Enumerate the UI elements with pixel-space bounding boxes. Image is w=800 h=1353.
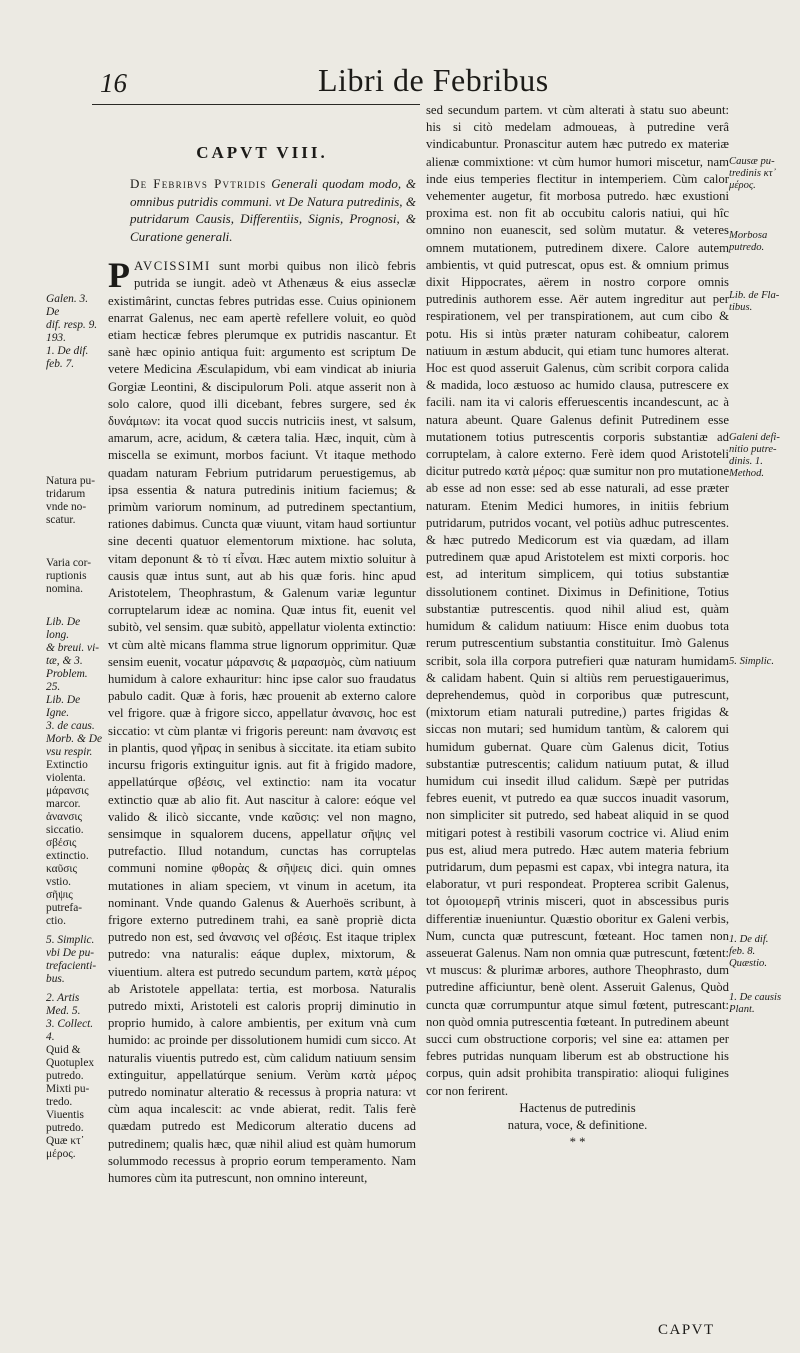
- left-text-column: [108, 140, 416, 1187]
- catchword: CAPVT: [658, 1322, 715, 1338]
- margin-note: Natura pu- tridarum vnde no- scatur.: [46, 475, 96, 526]
- page-header: [0, 58, 800, 108]
- margin-note: 5. Simplic.: [729, 656, 775, 667]
- margin-note: Extinctio violenta. μάρανσις marcor. ἀνανσις siccatio. σβέσις extinctio. καῦσις vstio. σῆψις putrefa- ctio.: [46, 759, 89, 927]
- margin-note: Galeni defi- nitio putre- dinis. 1. Method.: [729, 432, 780, 479]
- margin-note: Lib. De long. & breui. vi- tæ, & 3. Problem. 25. Lib. De Igne. 3. de caus. Morb. & De vsu respir.: [46, 616, 102, 758]
- margin-note: Morbosa putredo.: [729, 230, 768, 253]
- opening-words: AVCISSIMI: [134, 259, 211, 274]
- right-text-column: [426, 102, 729, 1151]
- header-rule: [92, 104, 420, 105]
- left-margin-notes: [46, 0, 104, 1161]
- chapter-heading: CAPVT VIII.: [196, 143, 328, 162]
- closing-line: Hactenus de putredinis: [519, 1100, 636, 1115]
- right-margin-notes: [729, 0, 797, 1016]
- ornament-stars: * *: [569, 1135, 586, 1150]
- paragraph-text: sunt morbi quibus non ilicò febris putrida se iungit. adeò vt Athenæus & eius asseclæ existimârint, cunctas febres putridas esse. Cuius opinionem enarrat Galenus, nec eam apertè refellere voluit, eo quòd etiam hecticæ febres plerumque ex putridis nascantur. Et sanè hæc opinio antiqua fuit: argumento est scriptum De vetere Medicina Æsculapidum, vbi eam vindicat ab iniuria Gorgiæ Leontini, & discipulorum Poli. atque asserit non à solo calore, quod illi dicebant, febres surgere, sed ἐκ δυνάμιων: ita vocat quod succis nutriciis inest, vt salsum, amarum, acre, acidum, & cætera talia. Hæc, inquit, cùm à miscella se eximunt, morbos faciunt. Vt itaque methodo quadam naturam Febrium putridarum peruestigemus, ab ipsa essentia & natura putredinis initium faciemus; & primùm variorum nominum, ad putredinem spectantium, rationes dabimus. Cuncta quæ viuunt, vitam haud sortiuntur sine decenti quatuor elementorum mixtione. hac soluta, vitam deponunt & τὸ τί εἶναι. Hæc autem mixtio soluitur à causis quæ intus sunt, aut ab his quæ foris. hinc apud Aristotelem, Theophrastum, & Galenum variæ leguntur corruptelarum ideæ ac nomina. Quæ intus fit, euenit vel subitò, vel sensim. quæ subitò, appellatur violenta extinctio: vt cùm altè micans flamma strue lignorum opprimitur. Quæ sensim euenit, vocatur μάρανσις & μαρασμὸς, cùm natiuum humidum à calore exhauritur: hinc ipse calor suo fraudatus pabulo cadit. Quæ à foris, hæc prouenit ab externo calore vel frigore. quæ à frigore sicco, appellatur ἀνανσις, hoc est siccatio: vt cùm plantæ vi frigoris pereunt: nam ἀνανσις est in plantis, quod γῆρας in senibus à siccitate. ita etiam subito incursu frigoris extinguitur ignis. aut fit à frigido madore, appellatúrque σβέσις, vel extinctio: nam ita vocatur extinctio quæ ab alio fit. Aut nascitur à calore: eóque vel valido & ilicò siccante, vnde καῦσις: vel non magno, sensimque in squalorem ducens, appellatur σῆψις vel putrefactio. Illud notandum, cunctas has corruptelas communi nomine φθορὰς & σῆψεις dici. quin omnes mutationes in aliam speciem, vt vinum in acetum, ita nominant. Vnde quando Galenus & Auerhoës scribunt, à frigore externo putredinem trahi, ea sanè propriè dicta putredo non est, sed ἀνανσις vel σβέσις. Est itaque triplex putredo: vna naturalis: eáque duplex, mixtorum, & viuentium. altera est putredo secundum partem, κατὰ μέρος ab Aristotele appellata: tertia, est morbosa. Naturalis putredo mixti, Aristoteli est caloris proprij diminutio in proprio humido, à calore ambientis, per exitum vnà cum humido: ac proinde per dissolutionem humidi cum sicco. At naturalis viuentis putredo est, cùm calidum natiuum sensim extinguitur, appellatúrque senium. Verùm κατὰ μέρος putredo nominatur alteratio & recessus à propria natura: vt cùm aqua incalescit: ac vnde abierat, redit. Talis ferè quædam putredo est Medicorum alteratio ducens ad putredinem; qualis hæc, quæ nihil aliud est quàm humorum solummodo recessus à proprio eorum temperamento. Nam humores cùm ita putrescunt, non omnino intereunt,: [108, 259, 416, 1185]
- margin-note: 1. De dif. feb. 8. Quæstio.: [729, 934, 769, 969]
- running-title: Libri de Febribus: [318, 62, 549, 98]
- chapter-subtitle-rest: Generali quodam modo, & omnibus putridis communi. vt De Natura putredinis, & putridarum Causis, Differentiis, Signis, Prognosi, & Curatione generali.: [130, 176, 416, 244]
- margin-note: Quid & Quotuplex putredo. Mixti pu- tredo. Viuentis putredo. Quæ κτ᾽ μέρος.: [46, 1044, 95, 1160]
- margin-note: 1. De causis Plant.: [729, 992, 782, 1015]
- margin-note: 5. Simplic. vbi De pu- trefacienti- bus.: [46, 934, 97, 985]
- margin-note: Varia cor- ruptionis nomina.: [46, 557, 91, 595]
- drop-cap: P: [108, 255, 130, 296]
- margin-note: 2. Artis Med. 5. 3. Collect. 4.: [46, 992, 94, 1043]
- closing-line: natura, voce, & definitione.: [507, 1117, 648, 1132]
- body-paragraph: sed secundum partem. vt cùm alterati à statu suo abeunt: his si citò medelam admoueas, à putredine verâ vindicabuntur. Pronascitur autem hæc putredo ex materiæ alienæ commixtione: vt cùm humor humori miscetur, nam inde eius temperies flectitur in intemperiem. Cùm calor vehementer augetur, fit morbosa putredo. hæc exustioni proxima est. non fit ab occubitu caloris natiui, qui hîc omnino non euanescit, sed solùm mutatur. & veteres omnem mutationem, putredinem dixere. Calore autem ambientis, vt quid putrescat, opus est. & omnium primus dixit Hippocrates, aërem in nostro corpore omnis putredinis authorem esse. Aër autem ingreditur aut per respirationem, vel per transpirationem, aut cum cibo & potu. His si intùs præter naturam cohibeatur, calorem natiuum in æstum abducit, qui etiam tunc humores alterat. Hoc est quod asseruit Galenus, cùm scribit corpora calida & madida, loco æstuoso ac humido clausa, putrescere ex facili. nam ita vi caloris efferuescentis incandescunt, ac à natura abeunt. Quare Galenus definit Putredinem esse mutationem totius putrescentis corporis substantiæ ad corruptelam, à calore externo. Ferè idem quod Aristoteli dicitur putredo κατὰ μέρος: quæ sumitur non pro mutatione ab esse ad non esse: sed ab esse naturali, ad esse præter naturam. Etenim Medici humores, in initiis febrium putridarum, putridos vocant, vel potiùs adhuc putrescentes. & hæc putredo Medicorum est via quædam, ad illam putredinem quæ apud Aristotelem est mixti corporis. hoc est, ad interitum simplicem, qui totius substantiæ dissolutionem continet. Diximus in Definitione, Totius substantiæ putrescentis. quod nihil aliud est, quàm humidum & calidum natiuum: Hisce enim duobus tota rerum putrescentium substantia constituitur. Imò Galenus scribit, sola illa corpora putrefieri quæ naturam humidam & calidam habent. Quin si altiùs rem peruestigauerimus, deprehendemus, quòd in corporibus quæ putrescunt, (mixtorum etiam naturali putredine,) partes frigidas & siccas non mutari; sed humidum tantùm, & calorem qui humidum gubernat. Quare cùm Galenus dicit, Totius substantiæ putrescentis; calidum natiuum putat, & illud humidum cui insedit illud calidum. Sæpè per putridas febres euenit, vt putredo ea quæ succos inuadit vasorum, non simpliciter sit putredo, sed habeat aliquid in se quod mitigari potest à restibili vasorum coctrice vi. Aliud enim pus est, aliud mera putredo. Hæc autem materia febrium putridarum, dum pepasmi est capax, vbi integra natura, ita elaboratur, vt puri respondeat. Propterea scribit Galenus, tot ὁμοιομερῆ vtrinis misceri, quot in abscessibus puris differentiæ inueniuntur. Quæstio oboritur ex Galeni verbis, Num, cuncta quæ putrescunt, fœteant. Hoc tamen non asseuerat Galenus. Nam non omnia quæ putrescunt, fœtent: vt muscus: & plurimæ arbores, authore Theophrasto, dum putredine afficiuntur, benè olent. Asseruit Galenus, Quòd cuncta quæ corrumpuntur atque simul fœtent, putrescant: non quòd omnia putrescentia fœteant. In putredinem abeunt succi cum obstructione corporis; vel sine ea: attamen per febres putridas nunquam liberum est ab obstructione his corpus, quin adsit prohibita transpiratio: alioqui fuligines cor non ferirent.: [426, 103, 730, 1098]
- margin-note: Lib. de Fla- tibus.: [729, 290, 780, 313]
- margin-note: Galen. 3. De dif. resp. 9. 193. 1. De dif. feb. 7.: [46, 293, 98, 370]
- body-paragraph: [108, 255, 416, 1187]
- margin-note: Causæ pu- tredinis κτ᾽ μέρος.: [729, 156, 777, 191]
- page-number: 16: [100, 68, 127, 98]
- chapter-subtitle-lead: De Febribvs Pvtridis: [130, 176, 267, 192]
- chapter-subtitle: [108, 175, 416, 245]
